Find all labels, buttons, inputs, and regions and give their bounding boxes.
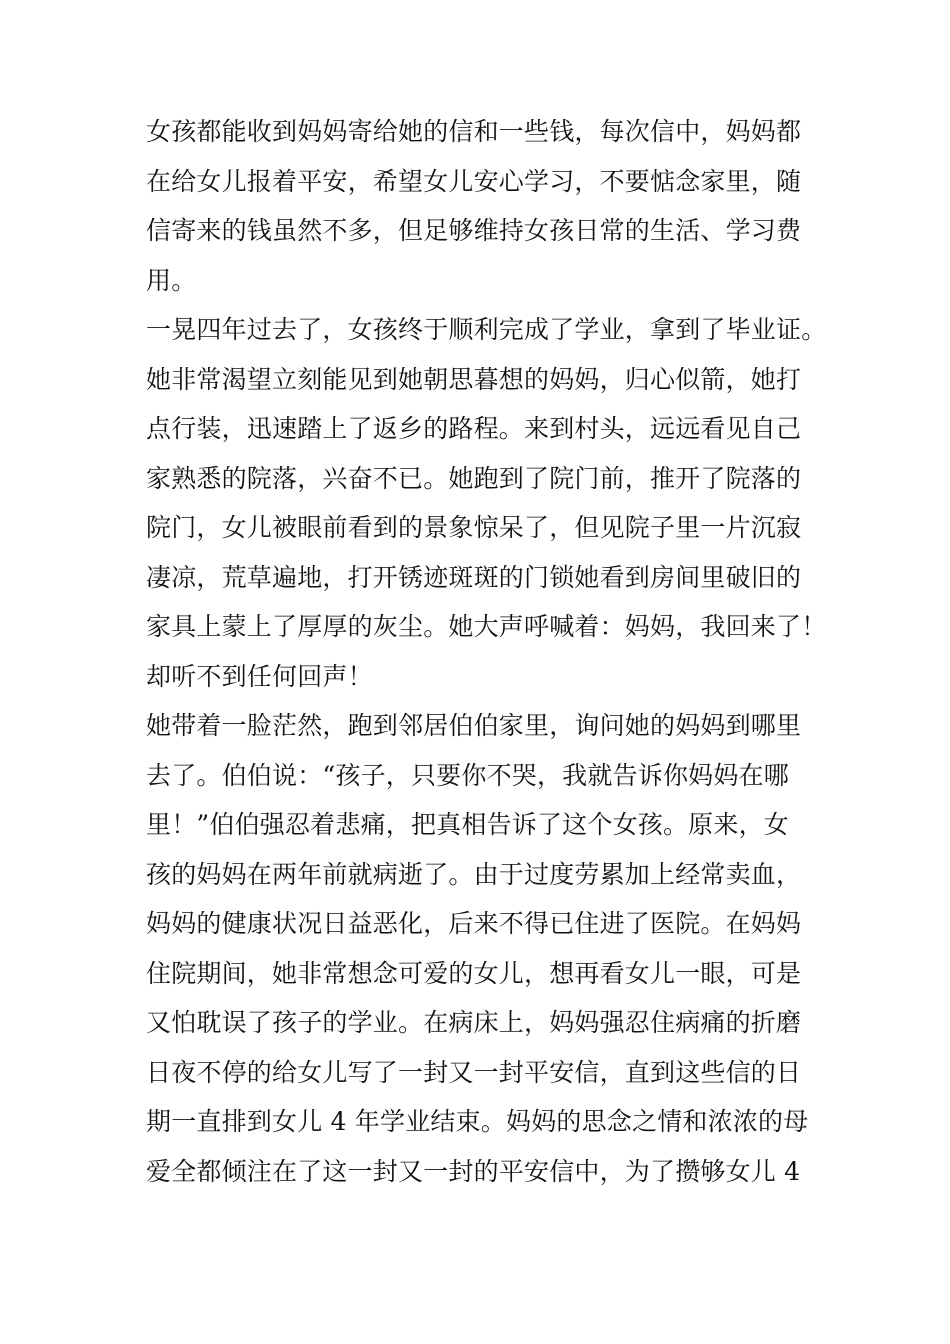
text-line: 信寄来的钱虽然不多，但足够维持女孩日常的生活、学习费 xyxy=(146,216,802,245)
text-line: 期一直排到女儿 4 年学业结束。妈妈的思念之情和浓浓的母 xyxy=(146,1107,809,1136)
text-line: 却听不到任何回声！ xyxy=(146,661,373,691)
text-line: 凄凉，荒草遍地，打开锈迹斑斑的门锁她看到房间里破旧的 xyxy=(146,562,802,592)
text-line: 日夜不停的给女儿写了一封又一封平安信，直到这些信的日 xyxy=(146,1057,802,1087)
text-line: 去了。伯伯说：“孩子，只要你不哭，我就告诉你妈妈在哪 xyxy=(146,760,789,790)
text-line: 她带着一脸茫然，跑到邻居伯伯家里，询问她的妈妈到哪里 xyxy=(146,711,802,740)
text-line: 孩的妈妈在两年前就病逝了。由于过度劳累加上经常卖血， xyxy=(146,859,802,889)
text-line: 住院期间，她非常想念可爱的女儿，想再看女儿一眼，可是 xyxy=(146,958,802,988)
text-line: 她非常渴望立刻能见到她朝思暮想的妈妈，归心似箭，她打 xyxy=(146,364,802,394)
text-line: 爱全都倾注在了这一封又一封的平安信中，为了攒够女儿 4 xyxy=(146,1156,801,1186)
text-line: 在给女儿报着平安，希望女儿安心学习，不要惦念家里，随 xyxy=(146,166,802,196)
text-line: 家熟悉的院落，兴奋不已。她跑到了院门前，推开了院落的 xyxy=(146,463,802,493)
text-line: 点行装，迅速踏上了返乡的路程。来到村头，远远看见自己 xyxy=(146,414,802,443)
text-line: 用。 xyxy=(146,265,197,295)
text-line: 女孩都能收到妈妈寄给她的信和一些钱，每次信中，妈妈都 xyxy=(146,117,802,146)
text-line: 妈妈的健康状况日益恶化，后来不得已住进了医院。在妈妈 xyxy=(146,909,802,938)
text-line: 里！”伯伯强忍着悲痛，把真相告诉了这个女孩。原来，女 xyxy=(146,810,789,839)
text-line: 一晃四年过去了，女孩终于顺利完成了学业，拿到了毕业证。 xyxy=(146,315,827,344)
text-line: 家具上蒙上了厚厚的灰尘。她大声呼喊着：妈妈，我回来了！ xyxy=(146,612,827,641)
text-line: 院门，女儿被眼前看到的景象惊呆了，但见院子里一片沉寂 xyxy=(146,513,802,542)
body-text xyxy=(146,107,826,1196)
text-line: 又怕耽误了孩子的学业。在病床上，妈妈强忍住病痛的折磨 xyxy=(146,1008,802,1037)
